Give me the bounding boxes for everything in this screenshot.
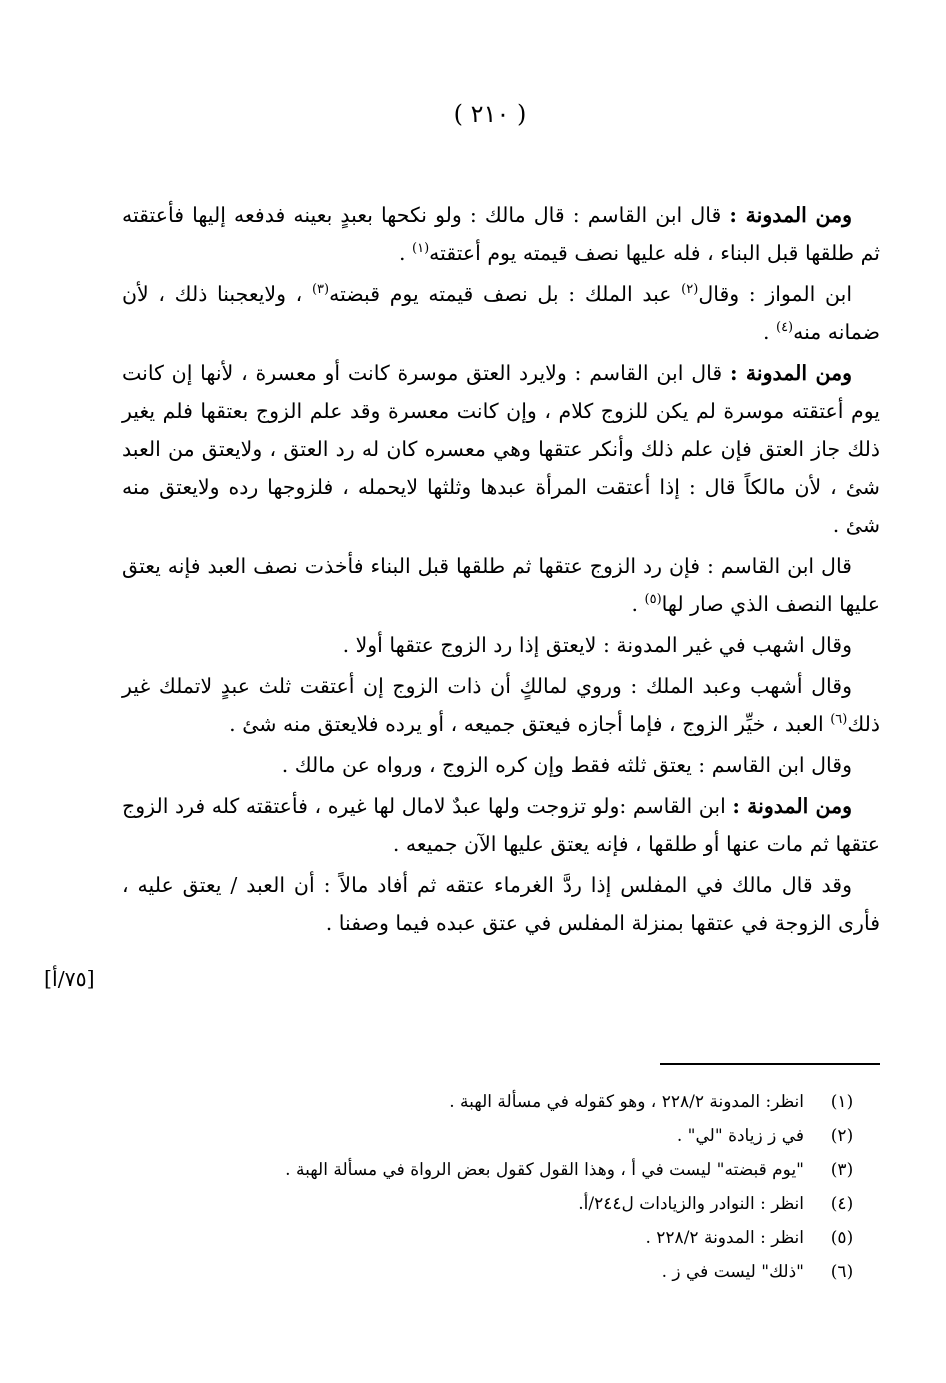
paragraph-text: ابن المواز : وقال xyxy=(698,282,853,306)
footnote xyxy=(200,1187,880,1221)
paragraph-lead: ومن المدونة : xyxy=(732,794,852,818)
paragraph xyxy=(122,196,880,272)
footnote-number: (٢) xyxy=(830,1126,854,1146)
paragraph xyxy=(122,866,880,942)
paragraph-text: قال ابن القاسم : ولايرد العتق موسرة كانت أو معسرة ، لأنها إن كانت يوم أعتقته موسرة لم يكن للزوج كلام ، وإن كانت معسرة وقد علم الزوج بعتقها فلم يغير ذلك جاز العتق فإن علم ذلك وأنكر عتقها وهي معسره كان له رد العتق ، ولايعتق من العبد شئ ، لأن مالكاً قال : إذا أعتقت المرأة عبدها وثلثها لايحمله ، فلزوجها رده ولايعتق منه شئ . xyxy=(122,361,880,537)
footnote-text: "ذلك" ليست في ز . xyxy=(661,1262,804,1282)
paragraph xyxy=(122,667,880,743)
paragraph-lead: ومن المدونة : xyxy=(729,203,852,227)
paragraph-text: ، ولايعجبنا ذلك ، لأن ضمانه منه xyxy=(122,282,880,344)
footnote-ref: (٤) xyxy=(775,320,794,336)
paragraph-text: . xyxy=(631,592,645,616)
paragraph-text: وقال ابن القاسم : يعتق ثلثه فقط وإن كره الزوج ، ورواه عن مالك . xyxy=(281,753,852,777)
footnote-ref: (٦) xyxy=(830,712,848,728)
paragraph xyxy=(122,275,880,351)
footnote-number: (٣) xyxy=(830,1160,854,1180)
paragraph-text: . xyxy=(762,320,776,344)
paragraph xyxy=(122,787,880,863)
paragraph-lead: ومن المدونة : xyxy=(729,361,852,385)
footnote-number: (١) xyxy=(830,1092,854,1112)
paragraph xyxy=(122,746,880,784)
footnote xyxy=(200,1221,880,1255)
footnote-ref: (٣) xyxy=(311,282,330,298)
paragraph-text: وقال أشهب وعبد الملك : وروي لمالكٍ أن ذات الزوج إن أعتقت ثلث عبدٍ لاتملك غير ذلك xyxy=(122,674,880,736)
paragraph-text: العبد ، خيِّر الزوج ، فإما أجازه فيعتق جميعه ، أو يرده فلايعتق منه شئ . xyxy=(229,712,831,736)
paragraph-text: ابن القاسم :ولو تزوجت ولها عبدٌ لامال لها غيره ، فأعتقته كله فرد الزوج عتقها ثم مات عنها أو طلقها ، فإنه يعتق عليها الآن جميعه . xyxy=(122,794,880,856)
footnote-text: انظر: المدونة ٢٢٨/٢ ، وهو كقوله في مسألة الهبة . xyxy=(449,1092,804,1112)
footnote-ref: (٢) xyxy=(681,282,699,298)
paragraph-text: عبد الملك : بل نصف قيمته يوم قبضته xyxy=(329,282,682,306)
paragraph xyxy=(122,354,880,544)
paragraph-text: وقال اشهب في غير المدونة : لايعتق إذا رد الزوج عتقها أولا . xyxy=(342,633,852,657)
footnote-text: انظر : المدونة ٢٢٨/٢ . xyxy=(645,1228,804,1248)
footnote-divider xyxy=(660,1063,880,1065)
paragraph-text: قال ابن القاسم : قال مالك : ولو نكحها بعبدٍ بعينه فدفعه إليها فأعتقته ثم طلقها قبل البناء ، فله عليها نصف قيمته يوم أعتقته xyxy=(122,203,880,265)
footnote-number: (٤) xyxy=(830,1194,854,1214)
footnote xyxy=(200,1119,880,1153)
footnote xyxy=(200,1255,880,1289)
paragraph-text: وقد قال مالك في المفلس إذا ردَّ الغرماء عتقه ثم أفاد مالاً : أن العبد / يعتق عليه ، فأرى الزوجة في عتقها بمنزلة المفلس في عتق عبده فيما وصفنا . xyxy=(122,873,880,935)
page-number: ( ٢١٠ ) xyxy=(453,100,527,128)
footnote-text: "يوم قبضته" ليست في أ ، وهذا القول كقول بعض الرواة في مسألة الهبة . xyxy=(285,1160,804,1180)
footnote-ref: (١) xyxy=(412,241,430,257)
footnote-text: في ز زيادة "لي" . xyxy=(676,1126,804,1146)
body-text xyxy=(122,196,880,945)
footnote-text: انظر : النوادر والزيادات ل٢٤٤/أ. xyxy=(578,1194,804,1214)
footnote-ref: (٥) xyxy=(644,592,662,608)
folio-margin-note: [٧٥/أ] xyxy=(44,967,95,991)
footnotes xyxy=(200,1085,880,1289)
footnote-number: (٥) xyxy=(830,1228,854,1248)
footnote-number: (٦) xyxy=(830,1262,854,1282)
footnote xyxy=(200,1085,880,1119)
paragraph-text: . xyxy=(398,241,412,265)
paragraph-text: قال ابن القاسم : فإن رد الزوج عتقها ثم طلقها قبل البناء فأخذت نصف العبد فإنه يعتق عليها النصف الذي صار لها xyxy=(122,554,880,616)
paragraph xyxy=(122,547,880,623)
footnote xyxy=(200,1153,880,1187)
paragraph xyxy=(122,626,880,664)
